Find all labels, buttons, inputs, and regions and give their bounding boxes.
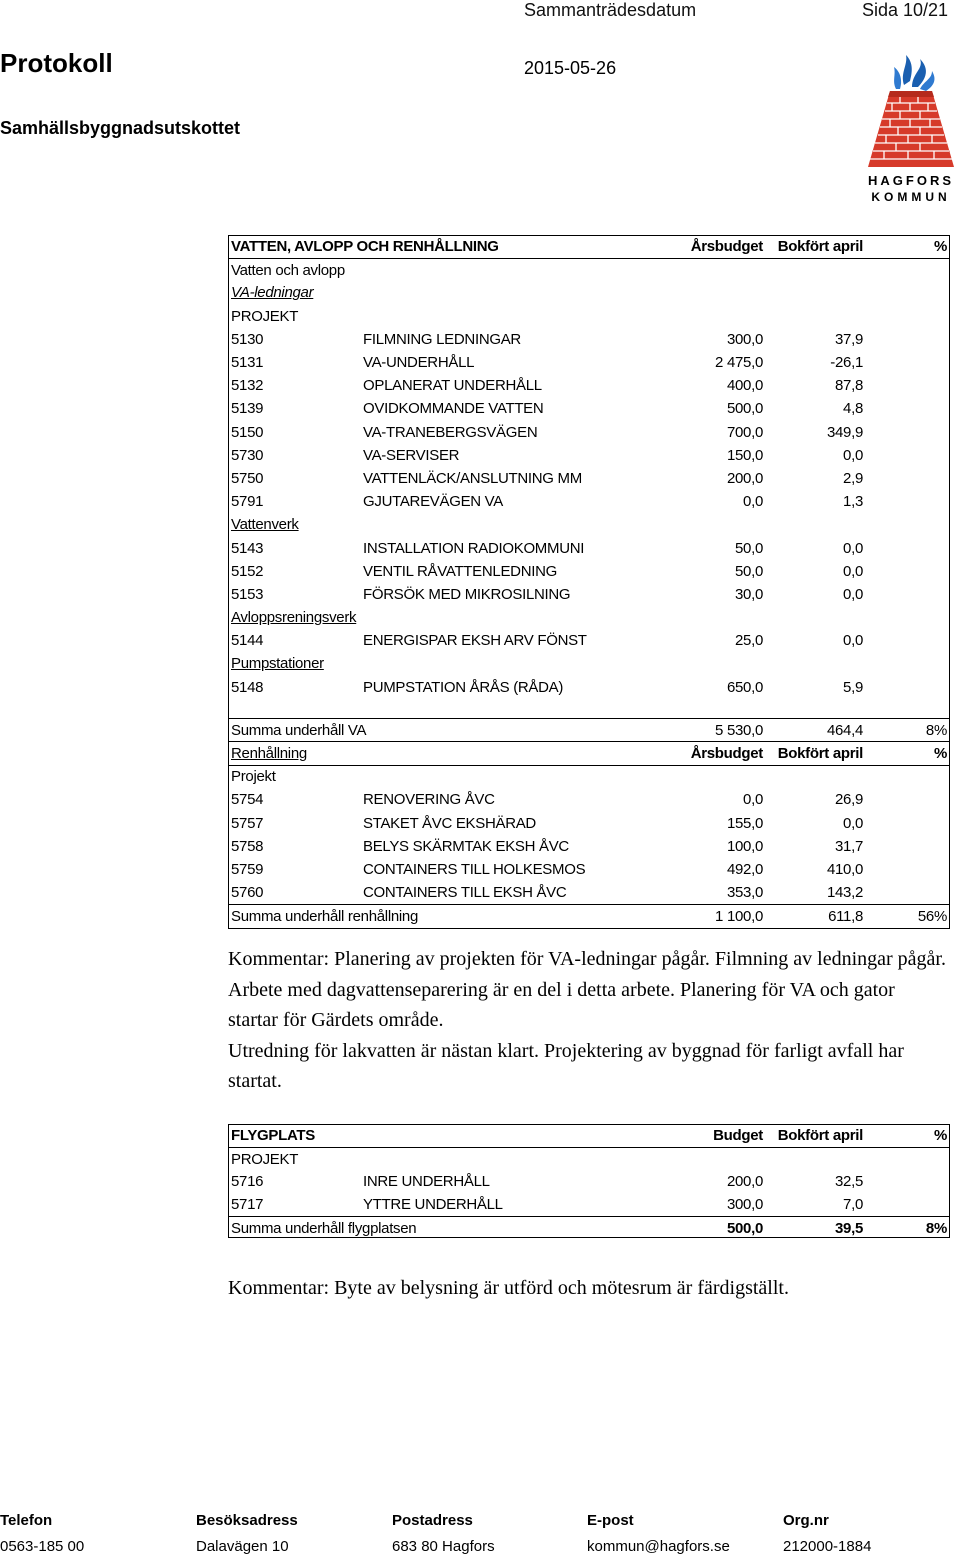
col-percent: % — [866, 235, 950, 258]
footer-postal-address: Postadress 683 80 Hagfors — [392, 1512, 495, 1555]
table-row: 5143 INSTALLATION RADIOKOMMUNI 50,0 0,0 — [231, 539, 863, 557]
comment-va-p2: Utredning för lakvatten är nästan klart. Projektering av byggnad för farligt avfall har startat. — [228, 1039, 904, 1092]
table-row: 5131 VA-UNDERHÅLL 2 475,0 -26,1 — [231, 354, 863, 372]
footer-email: E-post kommun@hagfors.se — [587, 1512, 730, 1555]
heading-renhallning: Renhållning — [228, 742, 650, 765]
table-row: 5148 PUMPSTATION ÅRÅS (RÅDA) 650,0 5,9 — [231, 678, 863, 696]
table-row: 5716 INRE UNDERHÅLL 200,0 32,5 — [231, 1173, 863, 1191]
table-row: 5757 STAKET ÅVC EKSHÄRAD 155,0 0,0 — [231, 814, 863, 832]
table-row: 5754 RENOVERING ÅVC 0,0 26,9 — [231, 791, 863, 809]
table-row: 5758 BELYS SKÄRMTAK EKSH ÅVC 100,0 31,7 — [231, 837, 863, 855]
comment-va — [228, 944, 948, 1097]
sum-va-label: Summa underhåll VA — [228, 719, 650, 742]
document-title: Protokoll — [0, 48, 113, 78]
table-row: 5791 GJUTAREVÄGEN VA 0,0 1,3 — [231, 493, 863, 511]
footer-phone: Telefon 0563-185 00 — [0, 1512, 85, 1555]
table-row: 5153 FÖRSÖK MED MIKROSILNING 30,0 0,0 — [231, 585, 863, 603]
subheading-pumpstationer: Pumpstationer — [231, 655, 324, 673]
sum-row-renhallning: Summa underhåll renhållning 1 100,0 611,8 56% — [228, 904, 950, 927]
table-row: 5750 VATTENLÄCK/ANSLUTNING MM 200,0 2,9 — [231, 469, 863, 487]
logo-text-bottom: KOMMUN — [871, 190, 951, 204]
sum-flygplats-label: Summa underhåll flygplatsen — [228, 1217, 650, 1240]
col-arsbudget: Årsbudget — [650, 235, 766, 258]
table-header-row — [228, 235, 950, 258]
flygplats-header-row: FLYGPLATS Budget Bokfört april % — [228, 1124, 950, 1147]
table-heading: VATTEN, AVLOPP OCH RENHÅLLNING — [228, 235, 650, 258]
hagfors-logo — [862, 55, 960, 205]
footer-org-nr: Org.nr 212000-1884 — [783, 1512, 872, 1555]
sum-row-va: Summa underhåll VA 5 530,0 464,4 8% — [228, 719, 950, 742]
comment-va-p1: Kommentar: Planering av projekten för VA-ledningar pågår. Filmning av ledningar pågår. Arbete med dagvattenseparering är en del i detta arbete. Planering för VA och gator startar för Gärdets område. — [228, 948, 946, 1031]
subheading-vatten-avlopp: Vatten och avlopp — [231, 261, 345, 279]
renhallning-header-row: Renhållning Årsbudget Bokfört april % — [228, 742, 950, 765]
sum-row-flygplats: Summa underhåll flygplatsen 500,0 39,5 8% — [228, 1217, 950, 1240]
flygplats-subheading-projekt: PROJEKT — [231, 1150, 299, 1168]
table-va-renhallning — [228, 235, 950, 927]
col-bokfort: Bokfört april — [766, 235, 866, 258]
footer-visit-address: Besöksadress Dalavägen 10 — [196, 1512, 298, 1555]
subheading-va-ledningar: VA-ledningar — [231, 284, 314, 302]
sum-ren-label: Summa underhåll renhållning — [228, 904, 650, 927]
table-row: 5130 FILMNING LEDNINGAR 300,0 37,9 — [231, 330, 863, 348]
meeting-date-label: Sammanträdesdatum — [524, 0, 697, 20]
table-row: 5150 VA-TRANEBERGSVÄGEN 700,0 349,9 — [231, 423, 863, 441]
table-row: 5717 YTTRE UNDERHÅLL 300,0 7,0 — [231, 1196, 863, 1214]
table-row: 5132 OPLANERAT UNDERHÅLL 400,0 87,8 — [231, 377, 863, 395]
table-row: 5152 VENTIL RÅVATTENLEDNING 50,0 0,0 — [231, 562, 863, 580]
comment-flygplats: Kommentar: Byte av belysning är utförd och mötesrum är färdigställt. — [228, 1277, 789, 1299]
table-flygplats — [228, 1124, 950, 1240]
subheading-projekt: PROJEKT — [231, 307, 299, 325]
table-row: 5139 OVIDKOMMANDE VATTEN 500,0 4,8 — [231, 400, 863, 418]
logo-text-top: HAGFORS — [868, 173, 954, 188]
subheading-vattenverk: Vattenverk — [231, 516, 299, 534]
page-number: Sida 10/21 — [862, 0, 949, 20]
subheading-avloppsreningsverk: Avloppsreningsverk — [231, 609, 357, 627]
table-row: 5759 CONTAINERS TILL HOLKESMOS 492,0 410,0 — [231, 860, 863, 878]
table-row: 5144 ENERGISPAR EKSH ARV FÖNST 25,0 0,0 — [231, 632, 863, 650]
flygplats-heading: FLYGPLATS — [228, 1124, 650, 1147]
subheading-projekt-2: Projekt — [231, 768, 276, 786]
table-row: 5760 CONTAINERS TILL EKSH ÅVC 353,0 143,2 — [231, 883, 863, 901]
meeting-date: 2015-05-26 — [524, 58, 617, 78]
table-row: 5730 VA-SERVISER 150,0 0,0 — [231, 446, 863, 464]
committee-name: Samhällsbyggnadsutskottet — [0, 118, 241, 138]
